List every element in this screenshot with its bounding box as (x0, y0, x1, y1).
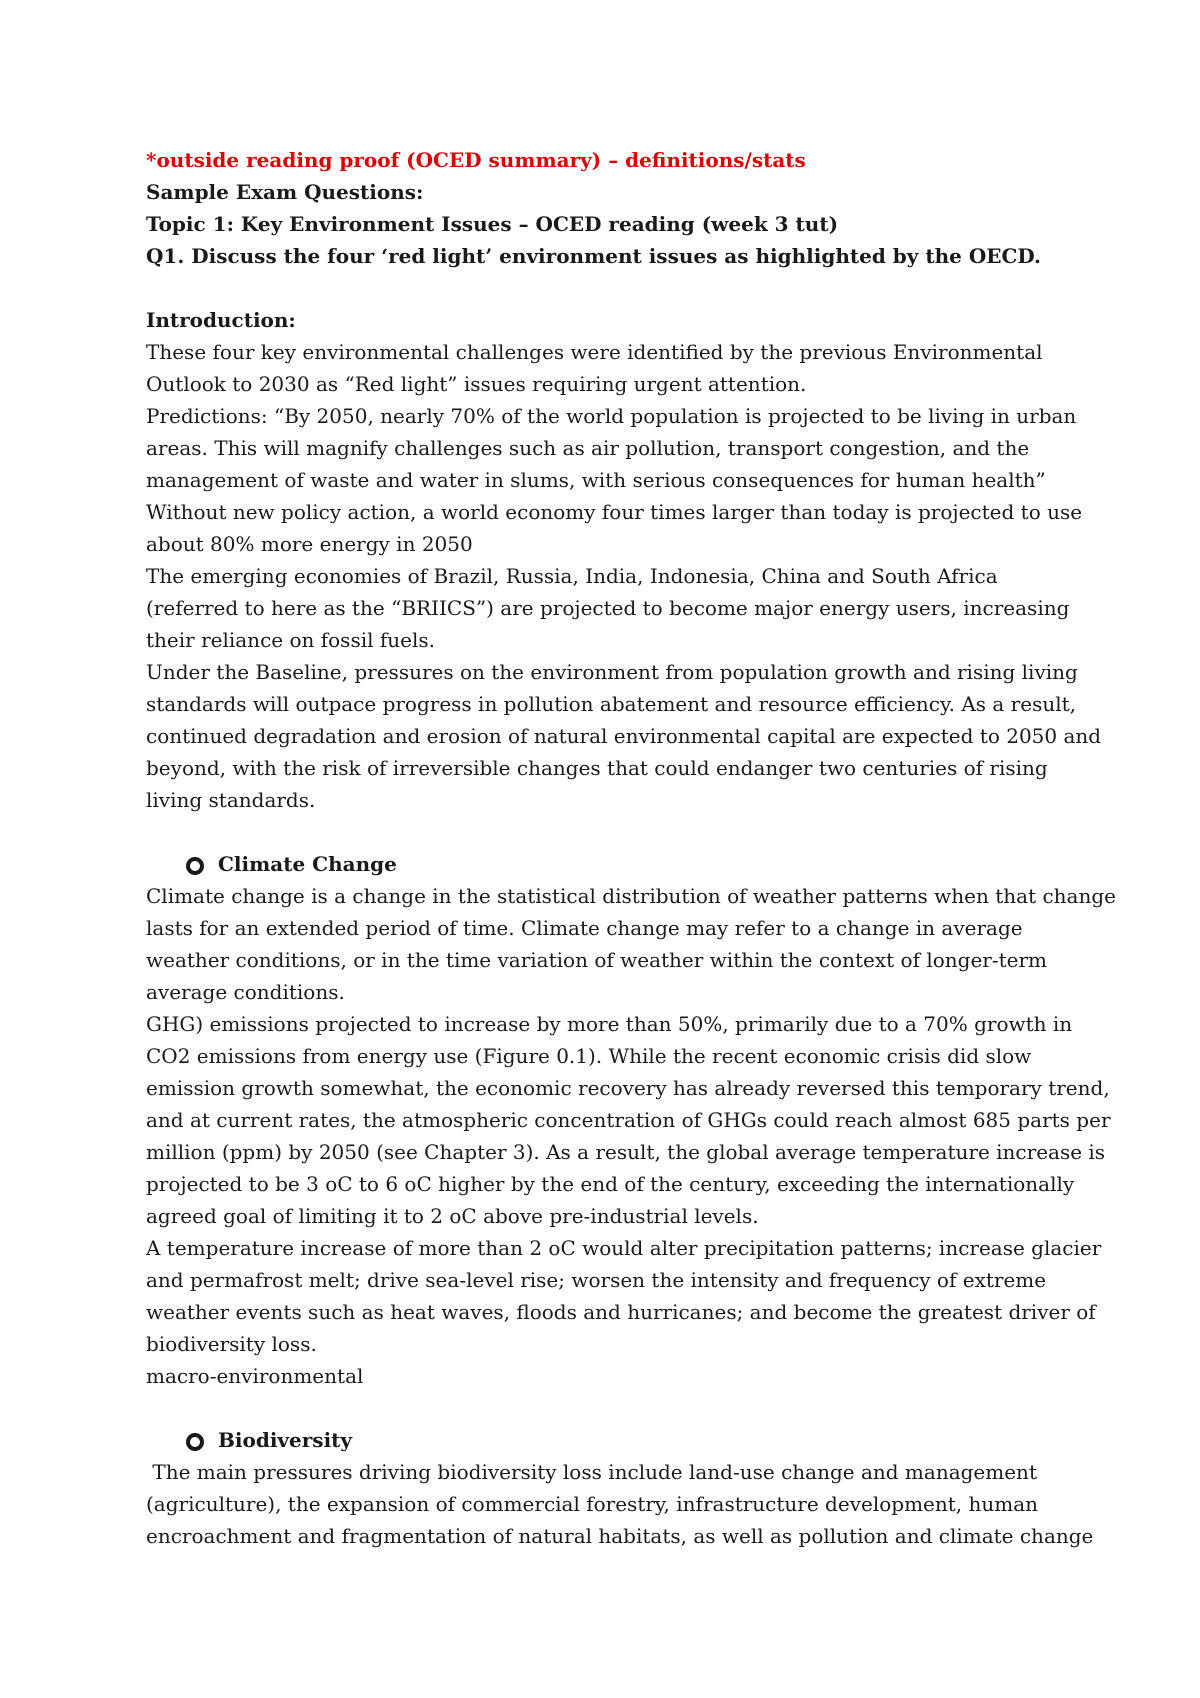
text-line: weather conditions, or in the time variation of weather within the context of longer-term (146, 948, 1047, 972)
text-line: and at current rates, the atmospheric concentration of GHGs could reach almost 685 parts per (146, 1108, 1111, 1132)
text-line: lasts for an extended period of time. Climate change may refer to a change in average (146, 916, 1023, 940)
circle-bullet-icon (186, 857, 204, 875)
circle-bullet-icon (186, 1433, 204, 1451)
text-line: macro-environmental (146, 1364, 364, 1388)
spacer (146, 816, 1076, 848)
text-line: (referred to here as the “BRIICS”) are projected to become major energy users, increasing (146, 596, 1070, 620)
text-line: Predictions: “By 2050, nearly 70% of the world population is projected to be living in urban (146, 404, 1077, 428)
text-line: Without new policy action, a world economy four times larger than today is projected to use (146, 500, 1083, 524)
climate-change-heading (146, 848, 1076, 880)
text-line: standards will outpace progress in pollution abatement and resource efficiency. As a result, (146, 692, 1077, 716)
climate-change-heading-label: Climate Change (218, 852, 397, 876)
text-line: GHG) emissions projected to increase by more than 50%, primarily due to a 70% growth in (146, 1012, 1073, 1036)
document-body (146, 144, 1116, 1552)
text-line: Under the Baseline, pressures on the environment from population growth and rising living (146, 660, 1078, 684)
biodiversity-heading (146, 1424, 1076, 1456)
topic-heading: Topic 1: Key Environment Issues – OCED reading (week 3 tut) (146, 212, 839, 236)
text-line: projected to be 3 oC to 6 oC higher by the end of the century, exceeding the internationally (146, 1172, 1075, 1196)
text-line: continued degradation and erosion of natural environmental capital are expected to 2050 and (146, 724, 1102, 748)
text-line: emission growth somewhat, the economic recovery has already reversed this temporary trend, (146, 1076, 1110, 1100)
text-line: beyond, with the risk of irreversible changes that could endanger two centuries of rising (146, 756, 1048, 780)
text-line: agreed goal of limiting it to 2 oC above pre-industrial levels. (146, 1204, 759, 1228)
text-line: These four key environmental challenges were identified by the previous Environmental (146, 340, 1043, 364)
text-line: their reliance on fossil fuels. (146, 628, 435, 652)
spacer (146, 272, 1076, 304)
biodiversity-paragraph (146, 1456, 1094, 1552)
sample-exam-title: Sample Exam Questions: (146, 180, 424, 204)
text-line: average conditions. (146, 980, 345, 1004)
text-line: Outlook to 2030 as “Red light” issues requiring urgent attention. (146, 372, 807, 396)
outside-reading-note: *outside reading proof (OCED summary) – definitions/stats (146, 148, 806, 172)
text-line: management of waste and water in slums, with serious consequences for human health” (146, 468, 1046, 492)
text-line: (agriculture), the expansion of commercial forestry, infrastructure development, human (146, 1492, 1039, 1516)
text-line: A temperature increase of more than 2 oC would alter precipitation patterns; increase glacier (146, 1236, 1102, 1260)
text-line: million (ppm) by 2050 (see Chapter 3). As a result, the global average temperature increase is (146, 1140, 1106, 1164)
text-line: encroachment and fragmentation of natural habitats, as well as pollution and climate change (146, 1524, 1094, 1548)
question-heading: Q1. Discuss the four ‘red light’ environment issues as highlighted by the OECD. (146, 244, 1041, 268)
text-line: weather events such as heat waves, floods and hurricanes; and become the greatest driver of (146, 1300, 1096, 1324)
introduction-paragraph (146, 336, 1102, 816)
biodiversity-heading-label: Biodiversity (218, 1428, 353, 1452)
text-line: areas. This will magnify challenges such as air pollution, transport congestion, and the (146, 436, 1030, 460)
spacer (146, 1392, 1076, 1424)
text-line: and permafrost melt; drive sea-level rise; worsen the intensity and frequency of extreme (146, 1268, 1047, 1292)
text-line: The main pressures driving biodiversity loss include land-use change and management (146, 1460, 1037, 1484)
text-line: CO2 emissions from energy use (Figure 0.1). While the recent economic crisis did slow (146, 1044, 1032, 1068)
text-line: about 80% more energy in 2050 (146, 532, 473, 556)
text-line: The emerging economies of Brazil, Russia, India, Indonesia, China and South Africa (146, 564, 998, 588)
climate-change-paragraph (146, 880, 1116, 1392)
text-line: biodiversity loss. (146, 1332, 317, 1356)
text-line: living standards. (146, 788, 316, 812)
text-line: Climate change is a change in the statistical distribution of weather patterns when that change (146, 884, 1116, 908)
introduction-heading: Introduction: (146, 308, 296, 332)
